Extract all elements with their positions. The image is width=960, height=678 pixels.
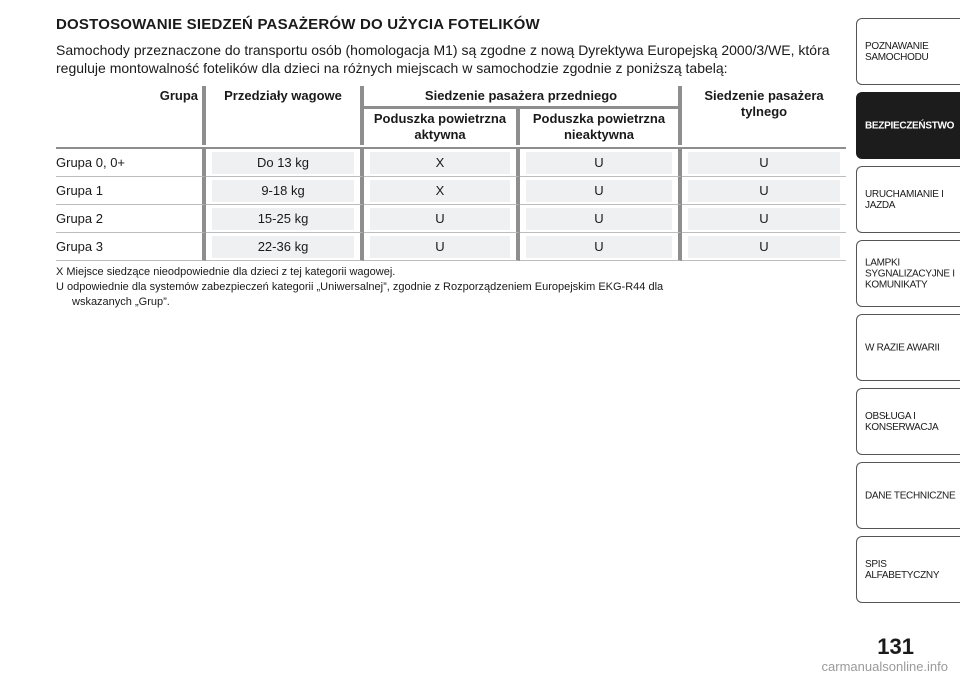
- cell-group: Grupa 2: [56, 205, 206, 233]
- cell-airbag-inactive: U: [526, 180, 672, 202]
- tab-poznawanie-samochodu[interactable]: [856, 18, 960, 85]
- note-u: U odpowiednie dla systemów zabezpieczeń kategorii „Uniwersalnej”, zgodnie z Rozporządzeniem Europejskim EKG-R44 dla: [56, 281, 664, 293]
- table-notes: [56, 265, 846, 310]
- header-group: Grupa: [56, 86, 206, 145]
- header-front-seat: Siedzenie pasażera przedniego: [364, 86, 682, 106]
- tab-label: DANE TECHNICZNE: [865, 490, 956, 501]
- tab-label: W RAZIE AWARII: [865, 342, 940, 353]
- note-x: X Miejsce siedzące nieodpowiednie dla dzieci z tej kategorii wagowej.: [56, 266, 396, 278]
- tab-spis-alfabetyczny[interactable]: [856, 536, 960, 603]
- cell-airbag-active: X: [370, 152, 510, 174]
- cell-weight: 15-25 kg: [212, 208, 354, 230]
- header-rear-seat: Siedzenie pasażera tylnego: [704, 88, 824, 119]
- tab-label: LAMPKI SYGNALIZACYJNE I KOMUNIKATY: [865, 257, 955, 290]
- intro-paragraph: Samochody przeznaczone do transportu osób (homologacja M1) są zgodne z nową Dyrektywa Europejską 2000/3/WE, która reguluje montowalność fotelików dla dzieci na różnych miejscach w samochodzie zgodnie z poniższą tabelą:: [56, 42, 830, 76]
- header-airbag-active: Poduszka powietrzna aktywna: [364, 106, 520, 145]
- page-title: DOSTOSOWANIE SIEDZEŃ PASAŻERÓW DO UŻYCIA FOTELIKÓW: [56, 16, 540, 33]
- cell-airbag-active: U: [370, 208, 510, 230]
- tab-label: POZNAWANIE SAMOCHODU: [865, 40, 929, 63]
- cell-weight: Do 13 kg: [212, 152, 354, 174]
- page-number: 131: [877, 634, 914, 659]
- tab-uruchamianie-i-jazda[interactable]: [856, 166, 960, 233]
- tab-label: BEZPIECZEŃSTWO: [865, 120, 955, 131]
- page-content: [56, 16, 846, 310]
- cell-airbag-active: X: [370, 180, 510, 202]
- table-row: [56, 205, 846, 233]
- header-weight: Przedziały wagowe: [206, 86, 364, 145]
- tab-obsluga-i-konserwacja[interactable]: [856, 388, 960, 455]
- tab-w-razie-awarii[interactable]: [856, 314, 960, 381]
- cell-rear: U: [688, 180, 840, 202]
- cell-airbag-inactive: U: [526, 236, 672, 258]
- cell-rear: U: [688, 152, 840, 174]
- cell-weight: 22-36 kg: [212, 236, 354, 258]
- child-seat-table: [56, 86, 846, 261]
- chapter-sidebar: [856, 18, 960, 610]
- cell-group: Grupa 0, 0+: [56, 149, 206, 177]
- cell-group: Grupa 1: [56, 177, 206, 205]
- watermark: carmanualsonline.info: [821, 659, 948, 674]
- table-row: [56, 233, 846, 261]
- cell-rear: U: [688, 208, 840, 230]
- tab-label: OBSŁUGA I KONSERWACJA: [865, 410, 939, 433]
- tab-bezpieczenstwo[interactable]: [856, 92, 960, 159]
- tab-lampki-sygnalizacyjne[interactable]: [856, 240, 960, 307]
- cell-airbag-active: U: [370, 236, 510, 258]
- cell-airbag-inactive: U: [526, 152, 672, 174]
- cell-airbag-inactive: U: [526, 208, 672, 230]
- note-u-continuation: wskazanych „Grup”.: [72, 296, 170, 308]
- tab-label: SPIS ALFABETYCZNY: [865, 558, 940, 581]
- cell-rear: U: [688, 236, 840, 258]
- cell-group: Grupa 3: [56, 233, 206, 261]
- header-airbag-inactive: Poduszka powietrzna nieaktywna: [520, 106, 682, 145]
- tab-dane-techniczne[interactable]: [856, 462, 960, 529]
- cell-weight: 9-18 kg: [212, 180, 354, 202]
- table-row: [56, 177, 846, 205]
- tab-label: URUCHAMIANIE I JAZDA: [865, 188, 944, 211]
- table-row: [56, 149, 846, 177]
